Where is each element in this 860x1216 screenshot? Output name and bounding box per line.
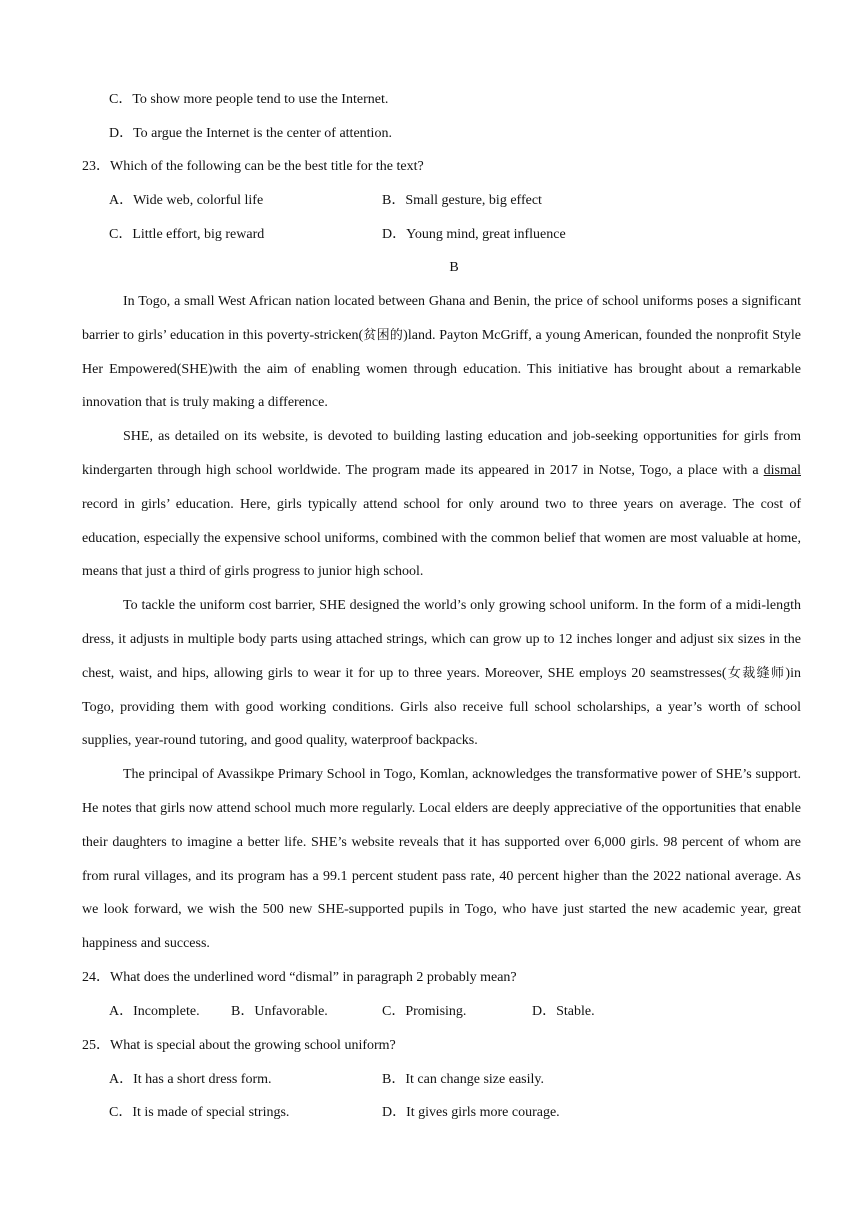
- q25-option-d: D．It gives girls more courage.: [382, 1105, 560, 1120]
- q23-option-a: A．Wide web, colorful life: [109, 193, 264, 208]
- q24-stem: 24．What does the underlined word “dismal” in paragraph 2 probably mean?: [82, 970, 517, 985]
- q23-option-b: B．Small gesture, big effect: [382, 193, 542, 208]
- p1-text-b: )land. Payton McGriff, a young American, founded the nonprofit Style Her Empowered(SHE)with the aim of enabling women through education. This initiative has brought about a remarkable innovation that is truly making a difference.: [82, 327, 801, 411]
- q25-option-b: B．It can change size easily.: [382, 1072, 544, 1087]
- q22-option-c: C．To show more people tend to use the Internet.: [109, 92, 389, 107]
- section-label: B: [449, 260, 459, 275]
- p3-chinese-gloss: 女裁缝师: [726, 665, 786, 681]
- p3-text-a: To tackle the uniform cost barrier, SHE designed the world’s only growing school uniform. In the form of a midi-length dress, it adjusts in multiple body parts using attached strings, which can grow up to 12 inches longer and adjust six sizes in the chest, waist, and hips, allowing girls to wear it for up to three years. Moreover, SHE employs 20 seamstresses(: [82, 598, 801, 681]
- p2-text-b: record in girls’ education. Here, girls typically attend school for only around two to three years on average. The cost of education, especially the expensive school uniforms, combined with the common belief that women are most valuable at home, means that just a third of girls progress to junior high school.: [82, 496, 801, 580]
- q23-option-c: C．Little effort, big reward: [109, 227, 265, 242]
- q23-stem: 23．Which of the following can be the best title for the text?: [82, 159, 424, 174]
- p1-text-a: In Togo, a small West African nation located between Ghana and Benin, the price of school uniforms poses a significant barrier to girls’ education in this poverty-stricken(: [82, 294, 801, 343]
- q25-stem: 25．What is special about the growing school uniform?: [82, 1038, 396, 1053]
- q24-option-a: A．Incomplete.: [109, 1004, 200, 1019]
- q24-option-b: B．Unfavorable.: [231, 1004, 328, 1019]
- p1-chinese-gloss: 贫困的: [363, 327, 404, 343]
- q23-option-d: D．Young mind, great influence: [382, 227, 566, 242]
- q25-option-a: A．It has a short dress form.: [109, 1072, 272, 1087]
- passage-paragraph-3: [82, 589, 801, 758]
- passage-paragraph-2: [82, 420, 801, 589]
- passage-paragraph-4: The principal of Avassikpe Primary School in Togo, Komlan, acknowledges the transformative power of SHE’s support. He notes that girls now attend school much more regularly. Local elders are deeply appreciative of the opportunities that enable their daughters to imagine a better life. SHE’s website reveals that it has supported over 6,000 girls. 98 percent of whom are from rural villages, and its program has a 99.1 percent student pass rate, 40 percent higher than the 2022 national average. As we look forward, we wish the 500 new SHE-supported pupils in Togo, who have just started the new academic year, great happiness and success.: [82, 767, 801, 952]
- q24-option-c: C．Promising.: [382, 1004, 467, 1019]
- passage-paragraph-1: [82, 285, 801, 420]
- q24-option-d: D．Stable.: [532, 1004, 595, 1019]
- underlined-word-dismal: dismal: [763, 462, 801, 478]
- p3-text-b: )in Togo, providing them with good working conditions. Girls also receive full school scholarships, a year’s worth of school supplies, year-round tutoring, and good quality, waterproof backpacks.: [82, 665, 801, 749]
- q22-option-d: D．To argue the Internet is the center of attention.: [109, 126, 392, 141]
- q25-option-c: C．It is made of special strings.: [109, 1105, 290, 1120]
- passage: [82, 285, 801, 961]
- p2-text-a: SHE, as detailed on its website, is devoted to building lasting education and job-seeking opportunities for girls from kindergarten through high school worldwide. The program made its appeared in 2017 in Notse, Togo, a place with a: [82, 429, 801, 478]
